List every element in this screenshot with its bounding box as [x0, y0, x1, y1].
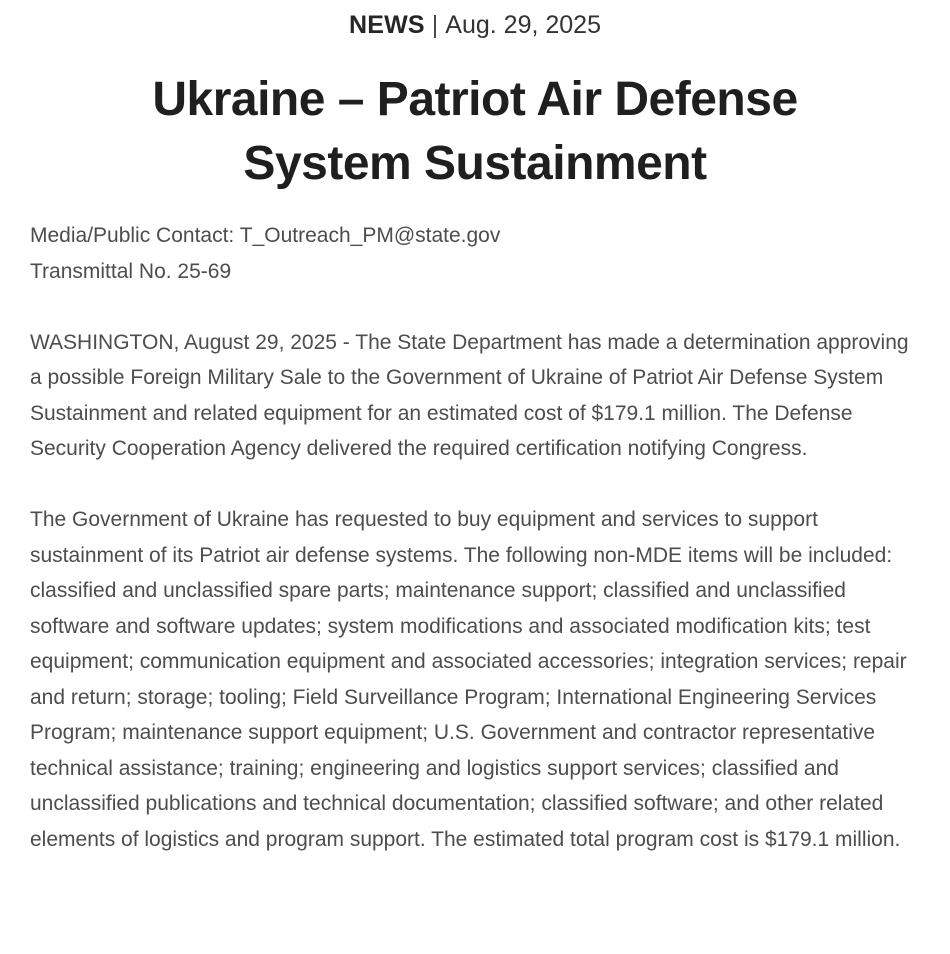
page-title-line-1: Ukraine – Patriot Air Defense: [152, 73, 798, 126]
release-date: Aug. 29, 2025: [445, 11, 601, 39]
media-contact-line: [30, 218, 920, 254]
page-title-line-2: System Sustainment: [243, 137, 707, 190]
news-header: [30, 10, 920, 40]
contact-block: [30, 218, 920, 289]
paragraph-requested-items: The Government of Ukraine has requested to buy equipment and services to support sustainment of its Patriot air defense systems. The following non-MDE items will be included: classified and unclassified spare parts; maintenance support; classified and unclassified software and software updates; system modifications and associated modification kits; test equipment; communication equipment and associated accessories; integration services; repair and return; storage; tooling; Field Surveillance Program; International Engineering Services Program; maintenance support equipment; U.S. Government and contractor representative technical assistance; training; engineering and logistics support services; classified and unclassified publications and technical documentation; classified software; and other related elements of logistics and program support. The estimated total program cost is $179.1 million.: [30, 508, 907, 851]
transmittal-number-line: Transmittal No. 25-69: [30, 259, 232, 283]
header-separator: |: [431, 11, 439, 39]
page-title: [30, 68, 920, 196]
paragraph-determination: WASHINGTON, August 29, 2025 - The State Department has made a determination approving a possible Foreign Military Sale to the Government of Ukraine of Patriot Air Defense System Sustainment and related equipment for an estimated cost of $179.1 million. The Defense Security Cooperation Agency delivered the required certification notifying Congress.: [30, 330, 909, 460]
media-contact-label: Media/Public Contact:: [30, 224, 235, 247]
news-label: NEWS: [348, 11, 425, 39]
contact-email: T_Outreach_PM@state.gov: [239, 224, 501, 247]
